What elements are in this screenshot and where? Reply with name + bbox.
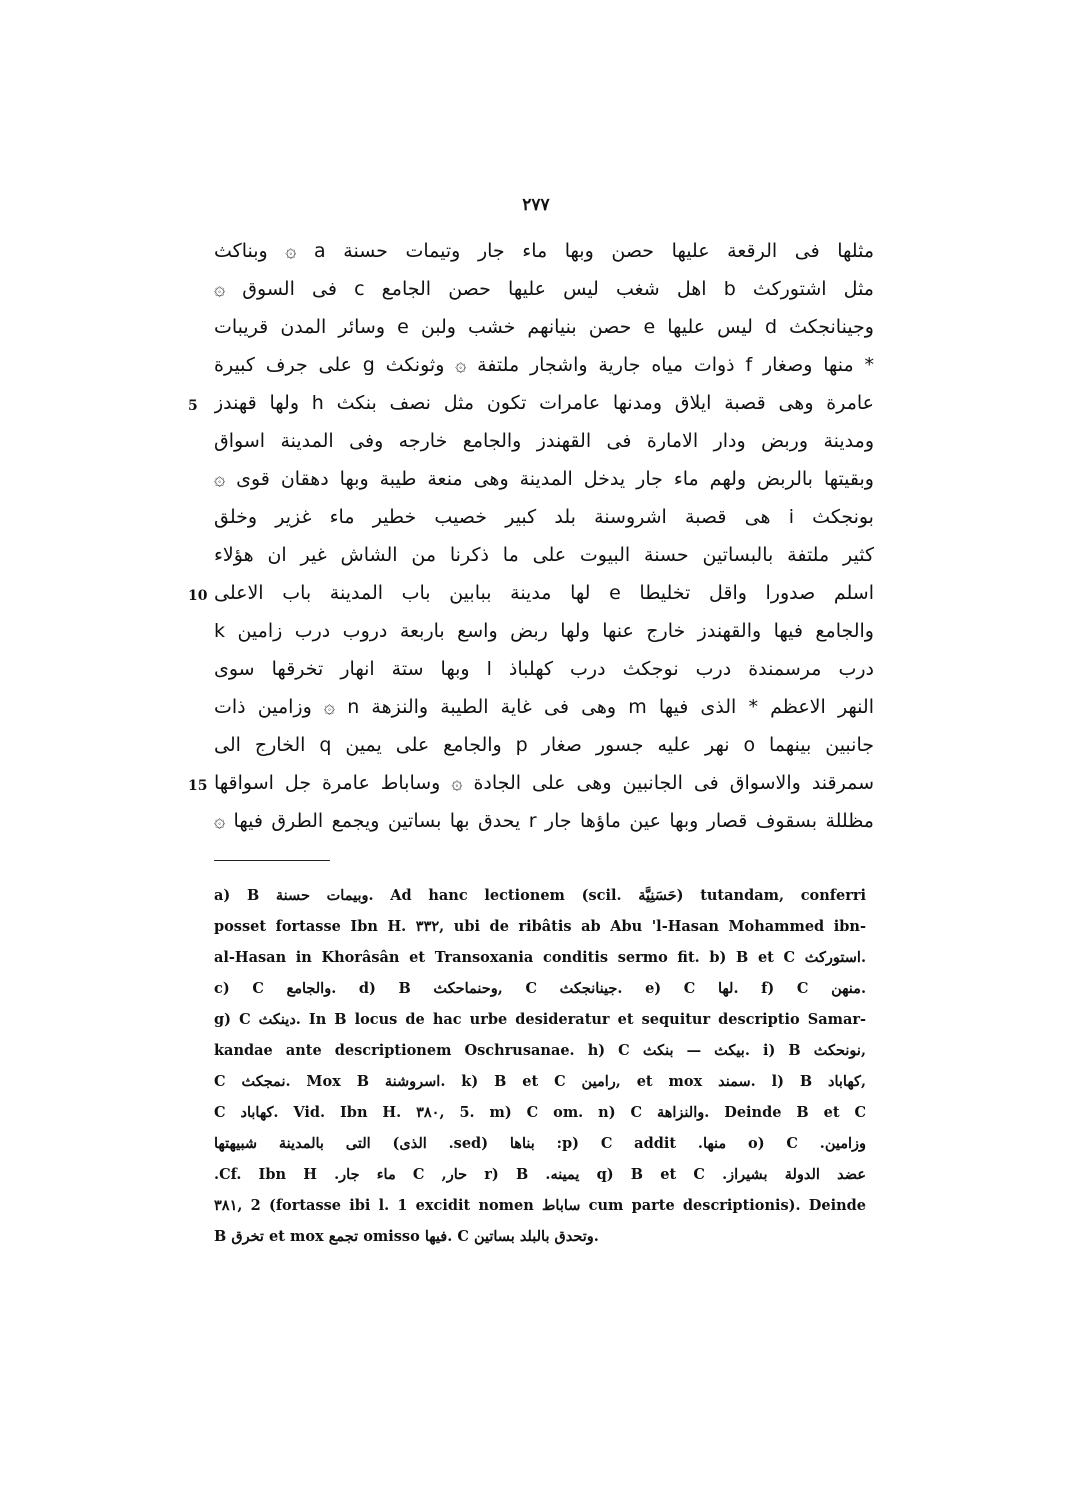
text-line: درب مرسمندة درب نوجكث درب كهلباذ l وبها ستة انهار تخرقها سوى	[214, 658, 874, 680]
footnote-line: c) C والجامع. d) B وحنماحكث, C جينانجكث. e) C لها. f) C منهن.	[214, 980, 866, 997]
footnote-line: kandae ante descriptionem Oschrusanae. h) C بيكث — بنكث. i) B نونحكث,	[214, 1042, 866, 1059]
text-line: اسلم صدورا واقل تخليطا e لها مدينة ببابين باب المدينة باب الاعلى	[214, 582, 874, 604]
footnote-line: عضد الدولة بشيراز. q) B et C يمينه. r) B حار, C ماء جار. Cf. Ibn H.	[214, 1166, 866, 1183]
footnote-line: ٣٨١, 2 (fortasse ibi l. 1 excidit nomen ساباط cum parte descriptionis). Deinde	[214, 1197, 866, 1214]
footnote-line: وزامين. o) C منها. p) C addit: بناها (sed. الذى) التى بالمدينة شبيهتها	[214, 1135, 866, 1152]
text-line: مثل اشتوركث b اهل شغب ليس عليها حصن الجامع c فى السوق ۞	[214, 278, 874, 300]
text-line: جانبين بينهما o نهر عليه جسور صغار p والجامع على يمين q الخارج الى	[214, 734, 874, 756]
text-line: وجينانجكث d ليس عليها e حصن بنيانهم خشب ولبن e وسائر المدن قريبات	[214, 316, 874, 338]
line-number-15: 15	[188, 778, 208, 794]
text-line: مظللة بسقوف قصار وبها عين ماؤها جار r يحدق بها بساتين ويجمع الطرق فيها ۞	[214, 810, 874, 832]
main-text-block	[214, 232, 874, 840]
footnote-line: a) B وبيمات حسنة. Ad hanc lectionem (scil. حَسَنِيَّة) tutandam, conferri	[214, 887, 866, 904]
footnote-line: B تخرق et mox تجمع omisso فيها. C وتحدق بالبلد بساتين.	[214, 1228, 599, 1245]
footnotes-block	[214, 880, 866, 1252]
footnote-line: g) C دينكث. In B locus de hac urbe desideratur et sequitur descriptio Samar-	[214, 1011, 866, 1028]
text-line: كثير ملتفة بالبساتين حسنة البيوت على ما ذكرنا من الشاش غير ان هؤلاء	[214, 544, 874, 566]
text-line: سمرقند والاسواق فى الجانبين وهى على الجادة ۞ وساباط عامرة جل اسواقها	[214, 772, 874, 794]
line-number-5: 5	[188, 398, 198, 414]
footnote-line: C نمجكث. Mox B اسروشنة. k) B et C رامين, et mox سمند. l) B كهاباد,	[214, 1073, 866, 1090]
text-line: مثلها فى الرقعة عليها حصن وبها ماء جار وتيمات حسنة a ۞ وبناكث	[214, 240, 874, 262]
footnote-line: al-Hasan in Khorâsân et Transoxania conditis sermo fit. b) B et C استوركث.	[214, 949, 866, 966]
text-line: النهر الاعظم * الذى فيها m وهى فى غاية الطيبة والنزهة n ۞ وزامين ذات	[214, 696, 874, 718]
footnote-line: posset fortasse Ibn H. ٣٣٢, ubi de ribâtis ab Abu 'l-Hasan Mohammed ibn-	[214, 918, 866, 935]
footnote-divider	[214, 860, 330, 861]
page-number: ٢٧٧	[522, 195, 550, 215]
text-line: وبقيتها بالربض ولهم ماء جار يدخل المدينة وهى منعة طيبة وبها دهقان قوى ۞	[214, 468, 874, 490]
text-line: ومدينة وربض ودار الامارة فى القهندز والجامع خارجه وفى المدينة اسواق	[214, 430, 874, 452]
text-line: والجامع فيها والقهندز خارج عنها ولها ربض واسع باربعة دروب درب زامين k	[214, 620, 874, 642]
text-line: * منها وصغار f ذوات مياه جارية واشجار ملتفة ۞ وثونكث g على جرف كبيرة	[214, 354, 874, 376]
text-line: بونجكث i هى قصبة اشروسنة بلد كبير خصيب خطير ماء غزير وخلق	[214, 506, 874, 528]
line-number-10: 10	[188, 588, 208, 604]
footnote-line: C كهاباد. Vid. Ibn H. ٣٨٠, 5. m) C om. n) C والنزاهة. Deinde B et C	[214, 1104, 866, 1121]
text-line: عامرة وهى قصبة ايلاق ومدنها عامرات تكون مثل نصف بنكث h ولها قهندز	[214, 392, 874, 414]
